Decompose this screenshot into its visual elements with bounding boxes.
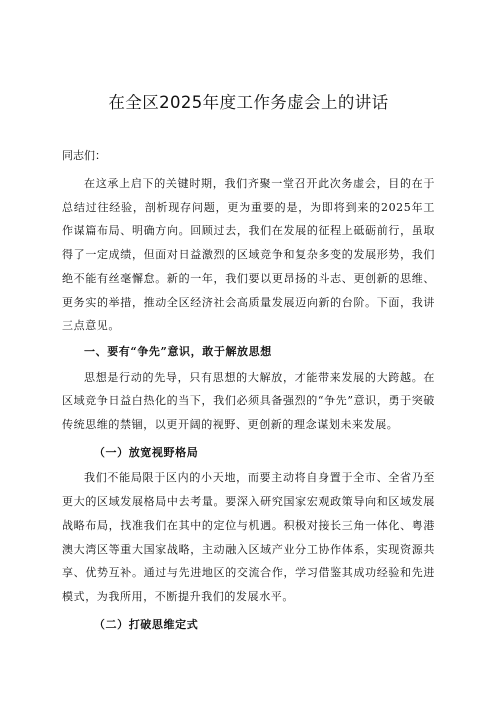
salutation: 同志们： (62, 149, 106, 162)
section-1-heading: 一、要有“争先”意识，敢于解放思想 (84, 344, 272, 358)
intro-paragraph: 在这承上启下的关键时期，我们齐聚一堂召开此次务虚会，目的在于总结过往经验，剖析现存问题，更为重要的是，为即将到来的2025年工作谋篇布局、明确方向。回顾过去，我们在发展的征程上砥砺前行，虽取得了一定成绩，但面对日益激烈的区域竞争和复杂多变的发展形势，我们绝不能有丝毫懈怠。新的一年，我们要以更昂扬的斗志、更创新的思维、更务实的举措，推动全区经济社会高质量发展迈向新的台阶。下面，我讲三点意见。 (62, 177, 435, 333)
subsection-2-heading: （二）打破思维定式 (93, 617, 199, 631)
page-title: 在全区2025年度工作务虚会上的讲话 (108, 93, 389, 112)
subsection-1-paragraph: 我们不能局限于区内的小天地，而要主动将自身置于全市、全省乃至更大的区域发展格局中去考量。要深入研究国家宏观政策导向和区域发展战略布局，找准我们在其中的定位与机遇。积极对接长三角一体化、粤港澳大湾区等重大国家战略，主动融入区域产业分工协作体系，实现资源共享、优势互补。通过与先进地区的交流合作，学习借鉴其成功经验和先进模式，为我所用，不断提升我们的发展水平。 (62, 471, 435, 603)
section-1-paragraph: 思想是行动的先导，只有思想的大解放，才能带来发展的大跨越。在区域竞争日益白热化的当下，我们必须具备强烈的“争先”意识，勇于突破传统思维的禁锢，以更开阔的视野、更创新的理念谋划未来发展。 (62, 370, 435, 432)
subsection-1-heading: （一）放宽视野格局 (93, 445, 199, 459)
